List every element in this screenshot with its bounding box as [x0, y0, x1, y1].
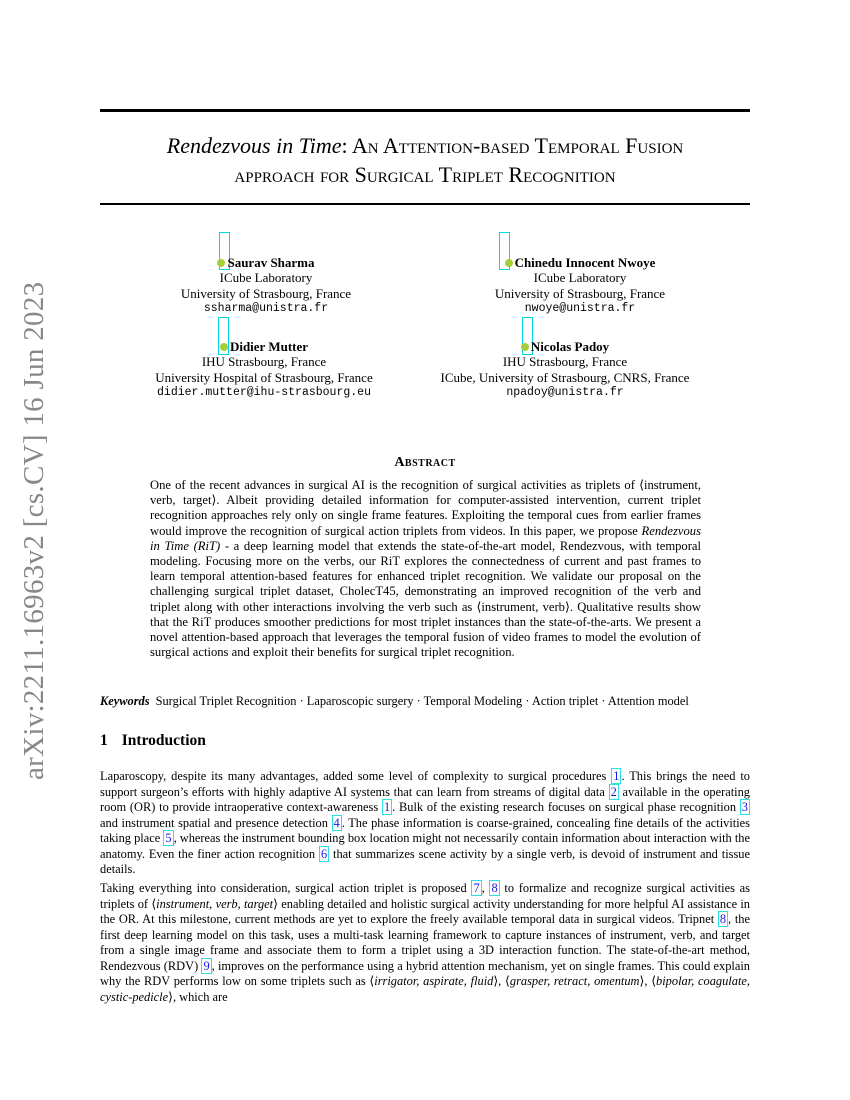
- paragraph-text: ⟩, ⟨: [493, 974, 510, 988]
- italic-triplet: bipolar, coagulate, cystic-pedicle: [100, 974, 750, 1004]
- paragraph-text: . The phase information is coarse-grained, concealing fine details of the activities taking place: [100, 815, 750, 845]
- paragraph-text: that summarizes scene activity by a single verb, is devoid of instrument and tissue details.: [100, 846, 750, 876]
- author-affiliation-1: ICube Laboratory: [533, 270, 627, 286]
- paragraph-text: available in the operating room (OR) to provide intraoperative context-awareness: [100, 784, 750, 814]
- paragraph-text: , improves on the performance using a hybrid attention mechanism, yet on single frames. This could explain why the RDV performs low on some triplets such as ⟨: [100, 958, 750, 988]
- paragraph-text: . Bulk of the existing research focuses on surgical phase recognition: [392, 800, 740, 814]
- author-affiliation-1: ICube Laboratory: [219, 270, 313, 286]
- author-affiliation-1: IHU Strasbourg, France: [502, 354, 628, 370]
- paragraph-text: to formalize and recognize surgical activities as triplets of ⟨: [100, 881, 750, 911]
- keywords-text: Surgical Triplet Recognition · Laparoscopic surgery · Temporal Modeling · Action triplet · Attention model: [155, 694, 689, 708]
- citation-link[interactable]: 6: [320, 846, 328, 861]
- intro-paragraph-1: [100, 769, 750, 878]
- author-name: Chinedu Innocent Nwoye: [514, 255, 656, 270]
- citation-link[interactable]: 8: [491, 881, 498, 895]
- author-name-row: [420, 339, 710, 354]
- paper-title-line-2: approach for Surgical Triplet Recognition: [234, 162, 616, 187]
- italic-triplet: instrument, verb, target: [156, 896, 274, 911]
- citation-link[interactable]: 7: [473, 881, 480, 895]
- arxiv-identifier-stamp: arXiv:2211.16963v2 [cs.CV] 16 Jun 2023: [18, 281, 50, 780]
- section-heading-introduction: [100, 732, 206, 750]
- title-line-1-rest: : An Attention-based Temporal Fusion: [341, 133, 684, 158]
- orcid-icon[interactable]: [505, 259, 513, 267]
- citation-link[interactable]: 4: [333, 815, 340, 830]
- author-block-2: [450, 255, 710, 316]
- section-number: 1: [100, 732, 108, 749]
- title-italic-part: Rendezvous in Time: [166, 133, 342, 158]
- author-block-3: [134, 339, 394, 400]
- author-affiliation-2: ICube, University of Strasbourg, CNRS, France: [440, 369, 690, 385]
- citation-link[interactable]: 2: [610, 784, 617, 799]
- author-name-row: [146, 255, 386, 270]
- citation-link[interactable]: 9: [203, 958, 210, 973]
- abstract-text-2: - a deep learning model that extends the state-of-the-art model, Rendezvous, with temporal modeling. Focusing more on the verbs, our RiT explores the connectedness of current and past frames to learn temporal attention-based features for enhanced triplet recognition. We validate our proposal on the challenging surgical triplet dataset, CholecT45, demonstrating an improved recognition of the verb and triplet along with other interactions involving the verb such as ⟨instrument, verb⟩. Qualitative results show that the RiT produces smoother predictions for most triplet instances than the state-of-the-arts. We present a novel attention-based approach that leverages the temporal fusion of video frames to model the evolution of surgical actions and exploit their benefits for surgical triplet recognition.: [150, 538, 702, 660]
- abstract-heading: Abstract: [394, 455, 456, 470]
- citation-link[interactable]: 5: [165, 831, 172, 845]
- italic-triplet: grasper, retract, omentum: [509, 974, 640, 988]
- abstract-body: [150, 478, 701, 660]
- abstract-model-name: Rendezvous in Time (RiT): [150, 523, 701, 553]
- italic-triplet: irrigator, aspirate, fluid: [374, 974, 494, 988]
- citation-link[interactable]: 1: [383, 800, 391, 814]
- citation-link[interactable]: 8: [719, 912, 727, 926]
- author-name-row: [134, 339, 394, 354]
- paragraph-text: , the first deep learning model on this task, uses a multi-task learning framework to capture instances of instrument, verb, and target from a single image frame and associate them to form a triplet using a 3D interaction function. The state-of-the-art method, Rendezvous (RDV): [100, 912, 750, 973]
- keywords-line: [100, 694, 760, 709]
- paragraph-text: Taking everything into consideration, surgical action triplet is proposed: [100, 881, 472, 895]
- author-block-1: [146, 255, 386, 316]
- paragraph-text: and instrument spatial and presence detection: [100, 815, 332, 830]
- paragraph-text: ⟩ enabling detailed and holistic surgical activity understanding for more helpful AI assistance in the OR. At this milestone, current methods are yet to explore the freely available temporal data in surgical videos. Tripnet: [100, 896, 750, 926]
- author-email[interactable]: ssharma@unistra.fr: [203, 301, 329, 315]
- author-name: Didier Mutter: [229, 339, 309, 354]
- orcid-icon[interactable]: [521, 343, 529, 351]
- orcid-icon[interactable]: [217, 259, 225, 267]
- author-block-4: [420, 339, 710, 400]
- title-rule-bottom: [100, 203, 750, 205]
- keywords-label: Keywords: [100, 694, 150, 708]
- author-email[interactable]: didier.mutter@ihu-strasbourg.eu: [157, 385, 371, 399]
- author-email[interactable]: npadoy@unistra.fr: [506, 385, 624, 399]
- author-name-row: [450, 255, 710, 270]
- abstract-text-1: One of the recent advances in surgical AI is the recognition of surgical activities as triplets of ⟨instrument, verb, target⟩. Albeit providing detailed information for computer-assisted intervention, current triplet recognition approaches rely only on single frame features. Exploiting the temporal cues from earlier frames would improve the recognition of surgical action triplets from videos. In this paper, we propose: [150, 478, 701, 538]
- author-affiliation-2: University of Strasbourg, France: [494, 285, 666, 301]
- intro-paragraph-2: [100, 881, 750, 1005]
- paragraph-text: ⟩, which are: [168, 989, 228, 1004]
- paragraph-text: . This brings the need to support surgeon’s efforts with highly adaptive AI systems that can learn from streams of digital data: [100, 769, 750, 799]
- orcid-icon[interactable]: [220, 343, 228, 351]
- paragraph-text: Laparoscopy, despite its many advantages, added some level of complexity to surgical procedures: [100, 769, 612, 783]
- author-affiliation-1: IHU Strasbourg, France: [201, 354, 327, 370]
- paragraph-text: ⟩, ⟨: [639, 974, 657, 988]
- author-name: Nicolas Padoy: [530, 339, 610, 354]
- paragraph-text: , whereas the instrument bounding box location might not necessarily contain information about interaction with the anatomy. Even the finer action recognition: [100, 831, 750, 861]
- author-email[interactable]: nwoye@unistra.fr: [524, 301, 636, 315]
- citation-link[interactable]: 3: [741, 800, 748, 814]
- title-rule-top: [100, 109, 750, 112]
- author-name: Saurav Sharma: [227, 255, 315, 270]
- citation-link[interactable]: 1: [613, 769, 620, 783]
- author-affiliation-2: University Hospital of Strasbourg, France: [155, 369, 373, 385]
- paragraph-text: ,: [481, 881, 490, 895]
- paper-title-line-1: [100, 131, 750, 160]
- section-title: Introduction: [121, 732, 206, 749]
- author-affiliation-2: University of Strasbourg, France: [180, 285, 352, 301]
